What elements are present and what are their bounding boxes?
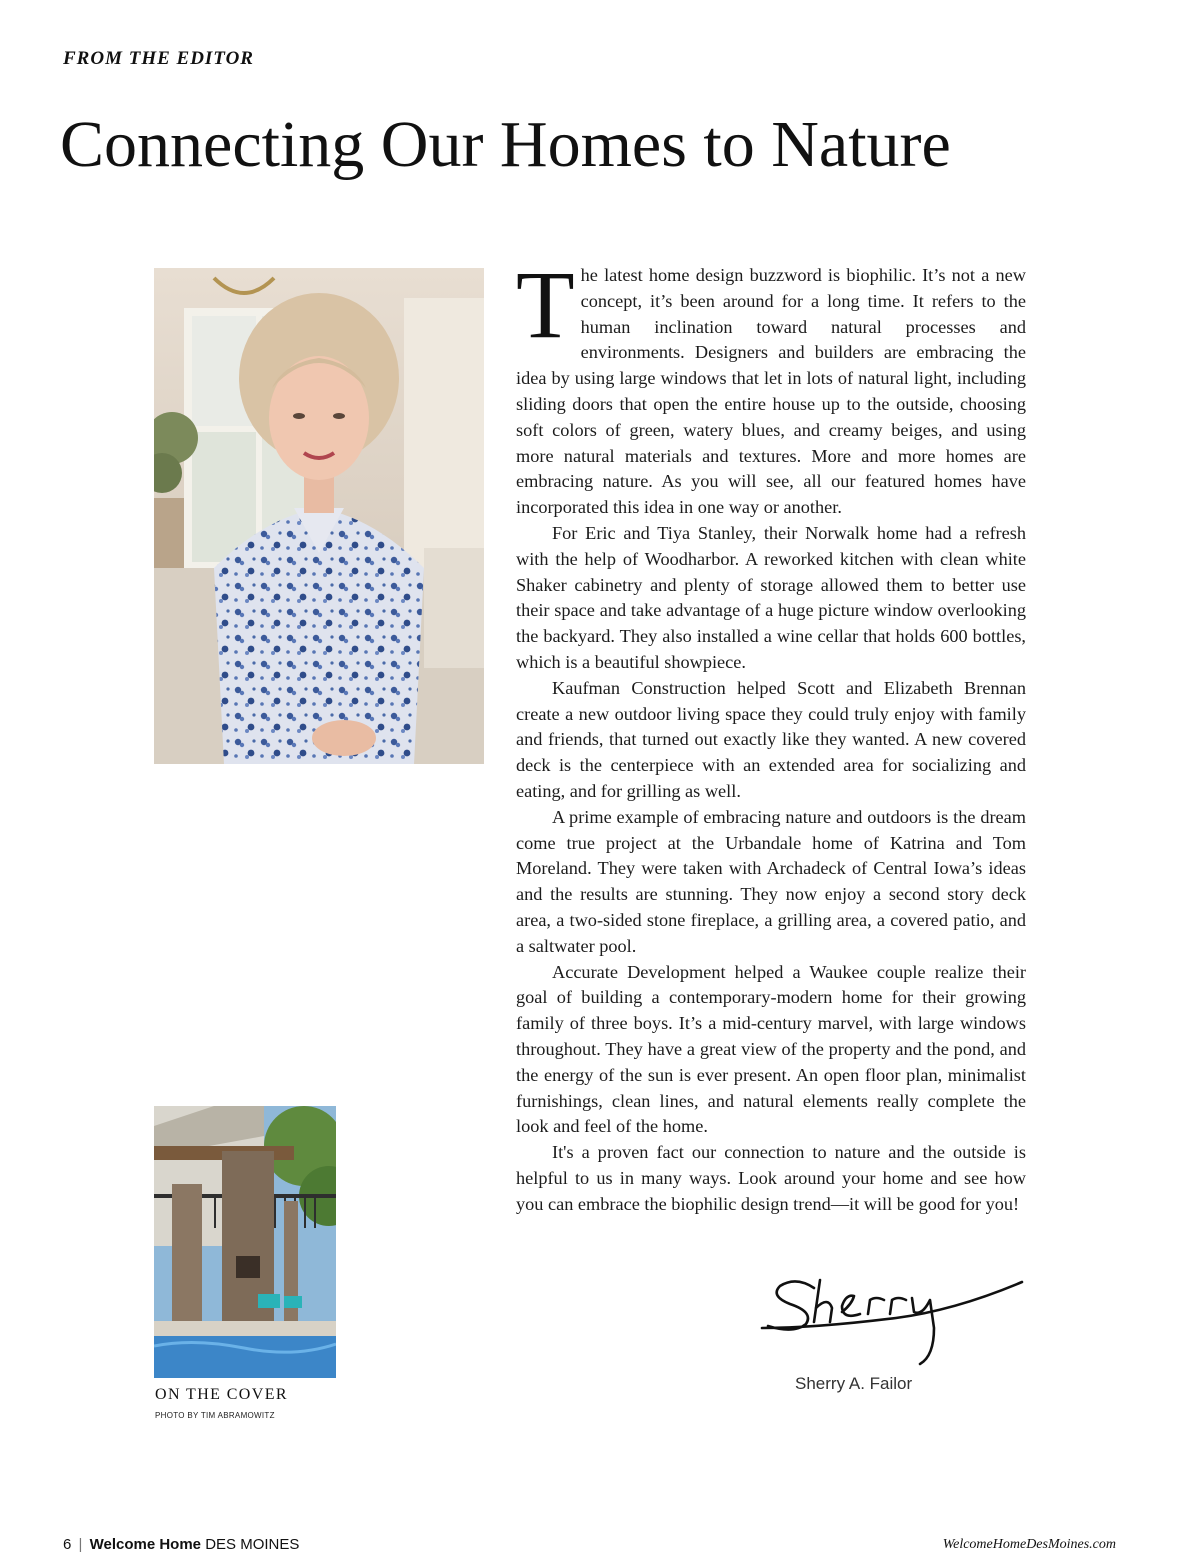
article-paragraph: Accurate Development helped a Waukee couple realize their goal of building a contemporary-modern home for their growing family of three boys. It’s a mid-century marvel, with large windows throughout. They have a great view of the property and the pond, and the energy of the sun is ever present. An open floor plan, minimalist furnishings, clean lines, and natural elements really complete the look and feel of the home. [516,961,1026,1137]
editor-letter-body [516,251,1026,1217]
website-url: WelcomeHomeDesMoines.com [942,1537,1116,1552]
cover-caption-title: ON THE COVER [155,1386,288,1403]
cover-photo [154,1106,336,1378]
editor-portrait-photo [154,268,484,764]
article-paragraph: For Eric and Tiya Stanley, their Norwalk home had a refresh with the help of Woodharbor. A reworked kitchen with clean white Shaker cabinetry and plenty of storage allowed them to better use their space and take advantage of a huge picture window overlooking the backyard. They also installed a wine cellar that holds 600 bottles, which is a beautiful showpiece. [516,522,1026,672]
editor-portrait-illustration [154,268,484,764]
page-number: 6 [63,1536,72,1553]
signature-name: Sherry A. Failor [795,1374,913,1393]
article-paragraph: It's a proven fact our connection to nature and the outside is helpful to us in many ways. Look around your home and see how you can embrace the biophilic design trend—it will be good for you! [516,1142,1026,1214]
section-kicker: FROM THE EDITOR [63,48,254,69]
magazine-brand: Welcome Home [89,1536,202,1553]
drop-cap: T [516,251,575,358]
paragraph-text: he latest home design buzzword is biophilic. It’s not a new concept, it’s been around for a long time. It refers to the human inclination toward natural processes and environments. Designers and builders are embracing the idea by using large windows that let in lots of natural light, including sliding doors that open the entire house up to the outside, choosing soft colors of green, watery blues, and creamy beiges, and using more natural materials and textures. More and more homes are embracing nature. As you will see, all our featured homes have incorporated this idea in one way or another. [516,265,1026,518]
page-title: Connecting Our Homes to Nature [60,108,951,181]
cover-photo-illustration [154,1106,336,1378]
page-footer-left [63,1536,299,1553]
handwritten-signature [756,1266,1032,1372]
signature-scribble [756,1266,1032,1372]
magazine-city: DES MOINES [205,1536,300,1553]
article-paragraph [516,251,1026,521]
footer-separator: | [78,1536,83,1553]
article-paragraph: Kaufman Construction helped Scott and Elizabeth Brennan create a new outdoor living space they could truly enjoy with family and friends, that turned out exactly like they wanted. A new covered deck is the centerpiece with an extended area for socializing and eating, and for grilling as well. [516,677,1026,801]
cover-photo-credit: PHOTO BY TIM ABRAMOWITZ [155,1411,275,1420]
article-paragraph: A prime example of embracing nature and outdoors is the dream come true project at the Urbandale home of Katrina and Tom Moreland. They were taken with Archadeck of Central Iowa’s ideas and the results are stunning. They now enjoy a second story deck area, a two-sided stone fireplace, a grilling area, a covered patio, and a saltwater pool. [516,806,1026,956]
